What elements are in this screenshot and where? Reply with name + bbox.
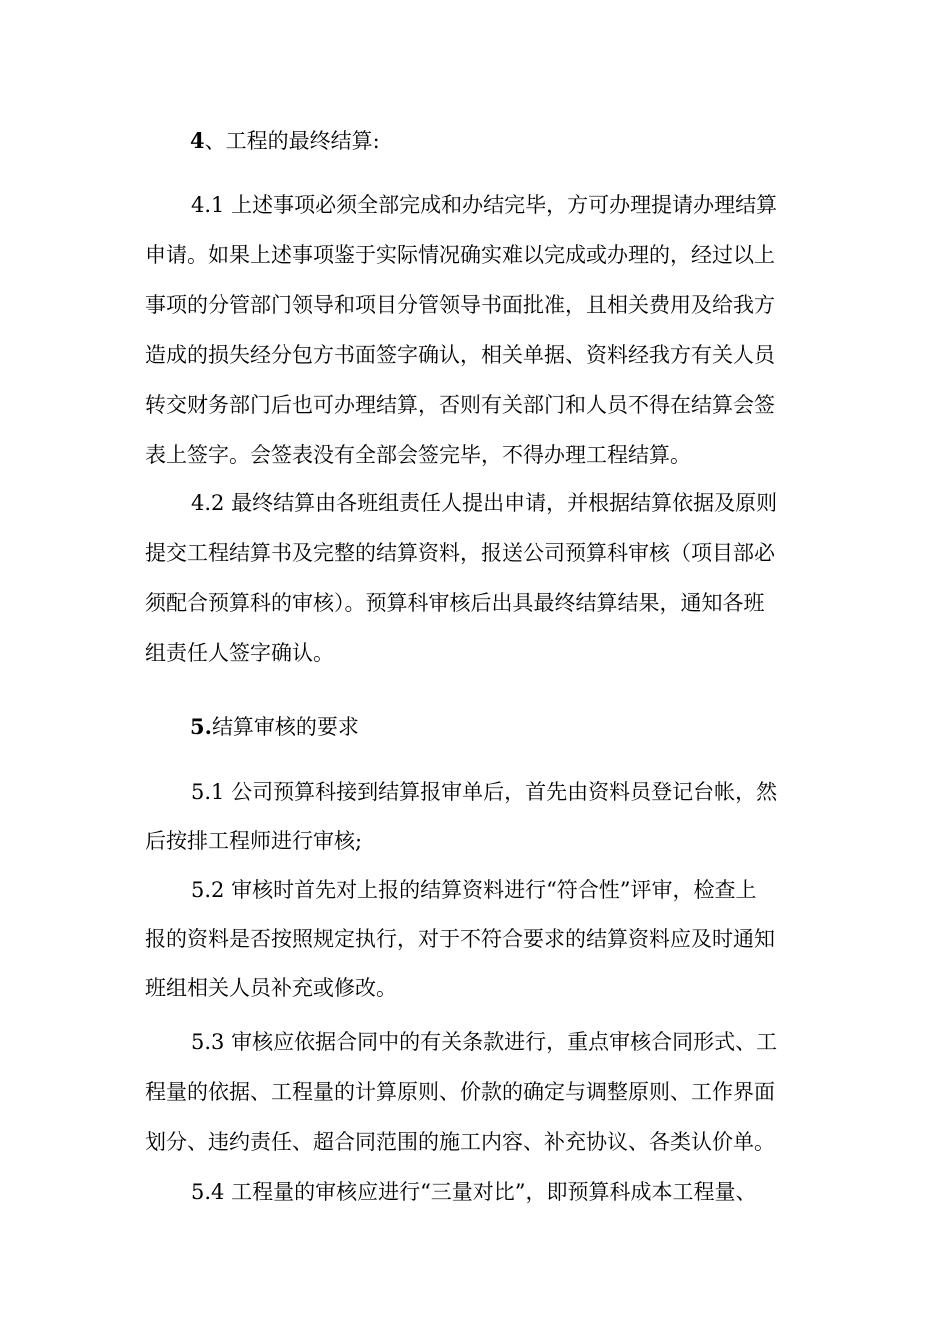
para-4-1-line-6: 表上签字。会签表没有全部会签完毕，不得办理工程结算。: [145, 443, 691, 467]
para-4-2-line-1: 4.2 最终结算由各班组责任人提出申请，并根据结算依据及原则: [191, 491, 778, 515]
para-4-1-line-5: 转交财务部门后也可办理结算，否则有关部门和人员不得在结算会签: [145, 393, 775, 417]
para-5-1-line-1: 5.1 公司预算科接到结算报审单后，首先由资料员登记台帐，然: [191, 780, 778, 804]
para-4-2-line-2: 提交工程结算书及完整的结算资料，报送公司预算科审核（项目部必: [145, 541, 775, 565]
para-4-1-line-2: 申请。如果上述事项鉴于实际情况确实难以完成或办理的，经过以上: [145, 243, 775, 267]
para-5-1-line-2: 后按排工程师进行审核;: [145, 829, 363, 853]
section-5-number: 5.: [190, 714, 212, 739]
para-4-1-line-4: 造成的损失经分包方书面签字确认，相关单据、资料经我方有关人员: [145, 343, 775, 367]
para-5-2-line-2: 报的资料是否按照规定执行，对于不符合要求的结算资料应及时通知: [145, 927, 775, 951]
section-4-number: 4: [190, 128, 205, 153]
para-4-2-line-3: 须配合预算科的审核）。预算科审核后出具最终结算结果，通知各班: [145, 591, 765, 615]
para-4-1-line-3: 事项的分管部门领导和项目分管领导书面批准，且相关费用及给我方: [145, 293, 775, 317]
para-5-4-line-1: 5.4 工程量的审核应进行“三量对比”，即预算科成本工程量、: [191, 1180, 757, 1204]
para-5-2-line-3: 班组相关人员补充或修改。: [145, 976, 397, 1000]
para-5-2-line-1: 5.2 审核时首先对上报的结算资料进行“符合性”评审，检查上: [191, 878, 757, 902]
section-5-title: 结算审核的要求: [211, 715, 359, 739]
section-4-heading: [190, 126, 860, 156]
section-4-title: 、工程的最终结算:: [204, 129, 380, 153]
para-4-1-line-1: 4.1 上述事项必须全部完成和办结完毕，方可办理提请办理结算: [191, 193, 778, 217]
section-5-heading: [190, 712, 860, 742]
para-5-3-line-1: 5.3 审核应依据合同中的有关条款进行，重点审核合同形式、工: [191, 1030, 778, 1054]
para-5-3-line-3: 划分、违约责任、超合同范围的施工内容、补充协议、各类认价单。: [145, 1130, 775, 1154]
para-4-2-line-4: 组责任人签字确认。: [145, 641, 334, 665]
para-5-3-line-2: 程量的依据、工程量的计算原则、价款的确定与调整原则、工作界面: [145, 1080, 775, 1104]
